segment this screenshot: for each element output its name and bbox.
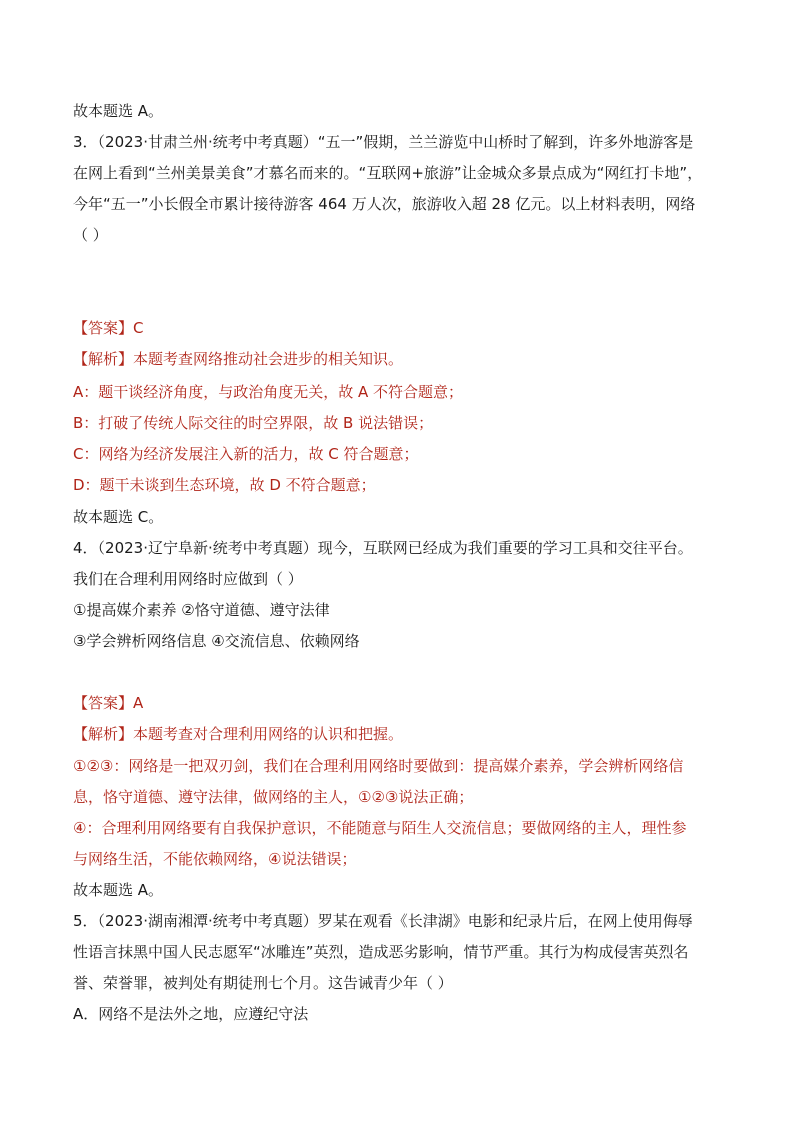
q4-stem-line-3: ①提高媒介素养 ②恪守道德、遵守法律 — [73, 601, 330, 619]
q3-conclusion: 故本题选 C。 — [73, 508, 164, 526]
q5-option-a: A．网络不是法外之地，应遵纪守法 — [73, 1005, 309, 1023]
q4-explanation-2: 息，恪守道德、遵守法律，做网络的主人，①②③说法正确； — [73, 788, 474, 806]
q3-explanation-c: C：网络为经济发展注入新的活力，故 C 符合题意； — [73, 445, 419, 463]
q4-answer: 【答案】A — [73, 694, 144, 712]
q3-answer: 【答案】C — [73, 319, 144, 337]
q4-stem-line-2: 我们在合理利用网络时应做到（ ） — [73, 570, 303, 588]
q3-stem-line-2: 在网上看到“兰州美景美食”才慕名而来的。“互联网+旅游”让金城众多景点成为“网红打卡地”， — [73, 164, 703, 182]
q5-stem-line-2: 性语言抹黑中国人民志愿军“冰雕连”英烈，造成恶劣影响，情节严重。其行为构成侵害英烈名 — [73, 943, 689, 961]
q5-stem-line-1: 5．（2023·湖南湘潭·统考中考真题）罗某在观看《长津湖》电影和纪录片后，在网上使用侮辱 — [73, 912, 693, 930]
q4-explanation-1: ①②③：网络是一把双刃剑，我们在合理利用网络时要做到：提高媒介素养，学会辨析网络信 — [73, 757, 684, 775]
q4-explanation-3: ④：合理利用网络要有自我保护意识，不能随意与陌生人交流信息；要做网络的主人，理性参 — [73, 819, 687, 837]
q4-explanation-title: 【解析】本题考查对合理利用网络的认识和把握。 — [73, 725, 404, 743]
q4-stem-line-1: 4．（2023·辽宁阜新·统考中考真题）现今，互联网已经成为我们重要的学习工具和交往平台。 — [73, 539, 693, 557]
q3-explanation-d: D：题干未谈到生态环境，故 D 不符合题意； — [73, 476, 376, 494]
q4-explanation-4: 与网络生活，不能依赖网络，④说法错误； — [73, 850, 357, 868]
q3-explanation-a: A：题干谈经济角度，与政治角度无关，故 A 不符合题意； — [73, 383, 464, 401]
q3-explanation-b: B：打破了传统人际交往的时空界限，故 B 说法错误； — [73, 414, 434, 432]
q3-explanation-title: 【解析】本题考查网络推动社会进步的相关知识。 — [73, 350, 404, 368]
q3-stem-line-1: 3．（2023·甘肃兰州·统考中考真题）“五一”假期，兰兰游览中山桥时了解到，许多外地游客是 — [73, 133, 694, 151]
q4-stem-line-4: ③学会辨析网络信息 ④交流信息、依赖网络 — [73, 632, 360, 650]
q4-conclusion: 故本题选 A。 — [73, 881, 164, 899]
q5-stem-line-3: 誉、荣誉罪，被判处有期徒刑七个月。这告诫青少年（ ） — [73, 974, 453, 992]
q3-stem-line-4: （ ） — [73, 226, 108, 244]
q2-conclusion: 故本题选 A。 — [73, 102, 164, 120]
q3-stem-line-3: 今年“五一”小长假全市累计接待游客 464 万人次，旅游收入超 28 亿元。以上材料表明，网络 — [73, 195, 696, 213]
